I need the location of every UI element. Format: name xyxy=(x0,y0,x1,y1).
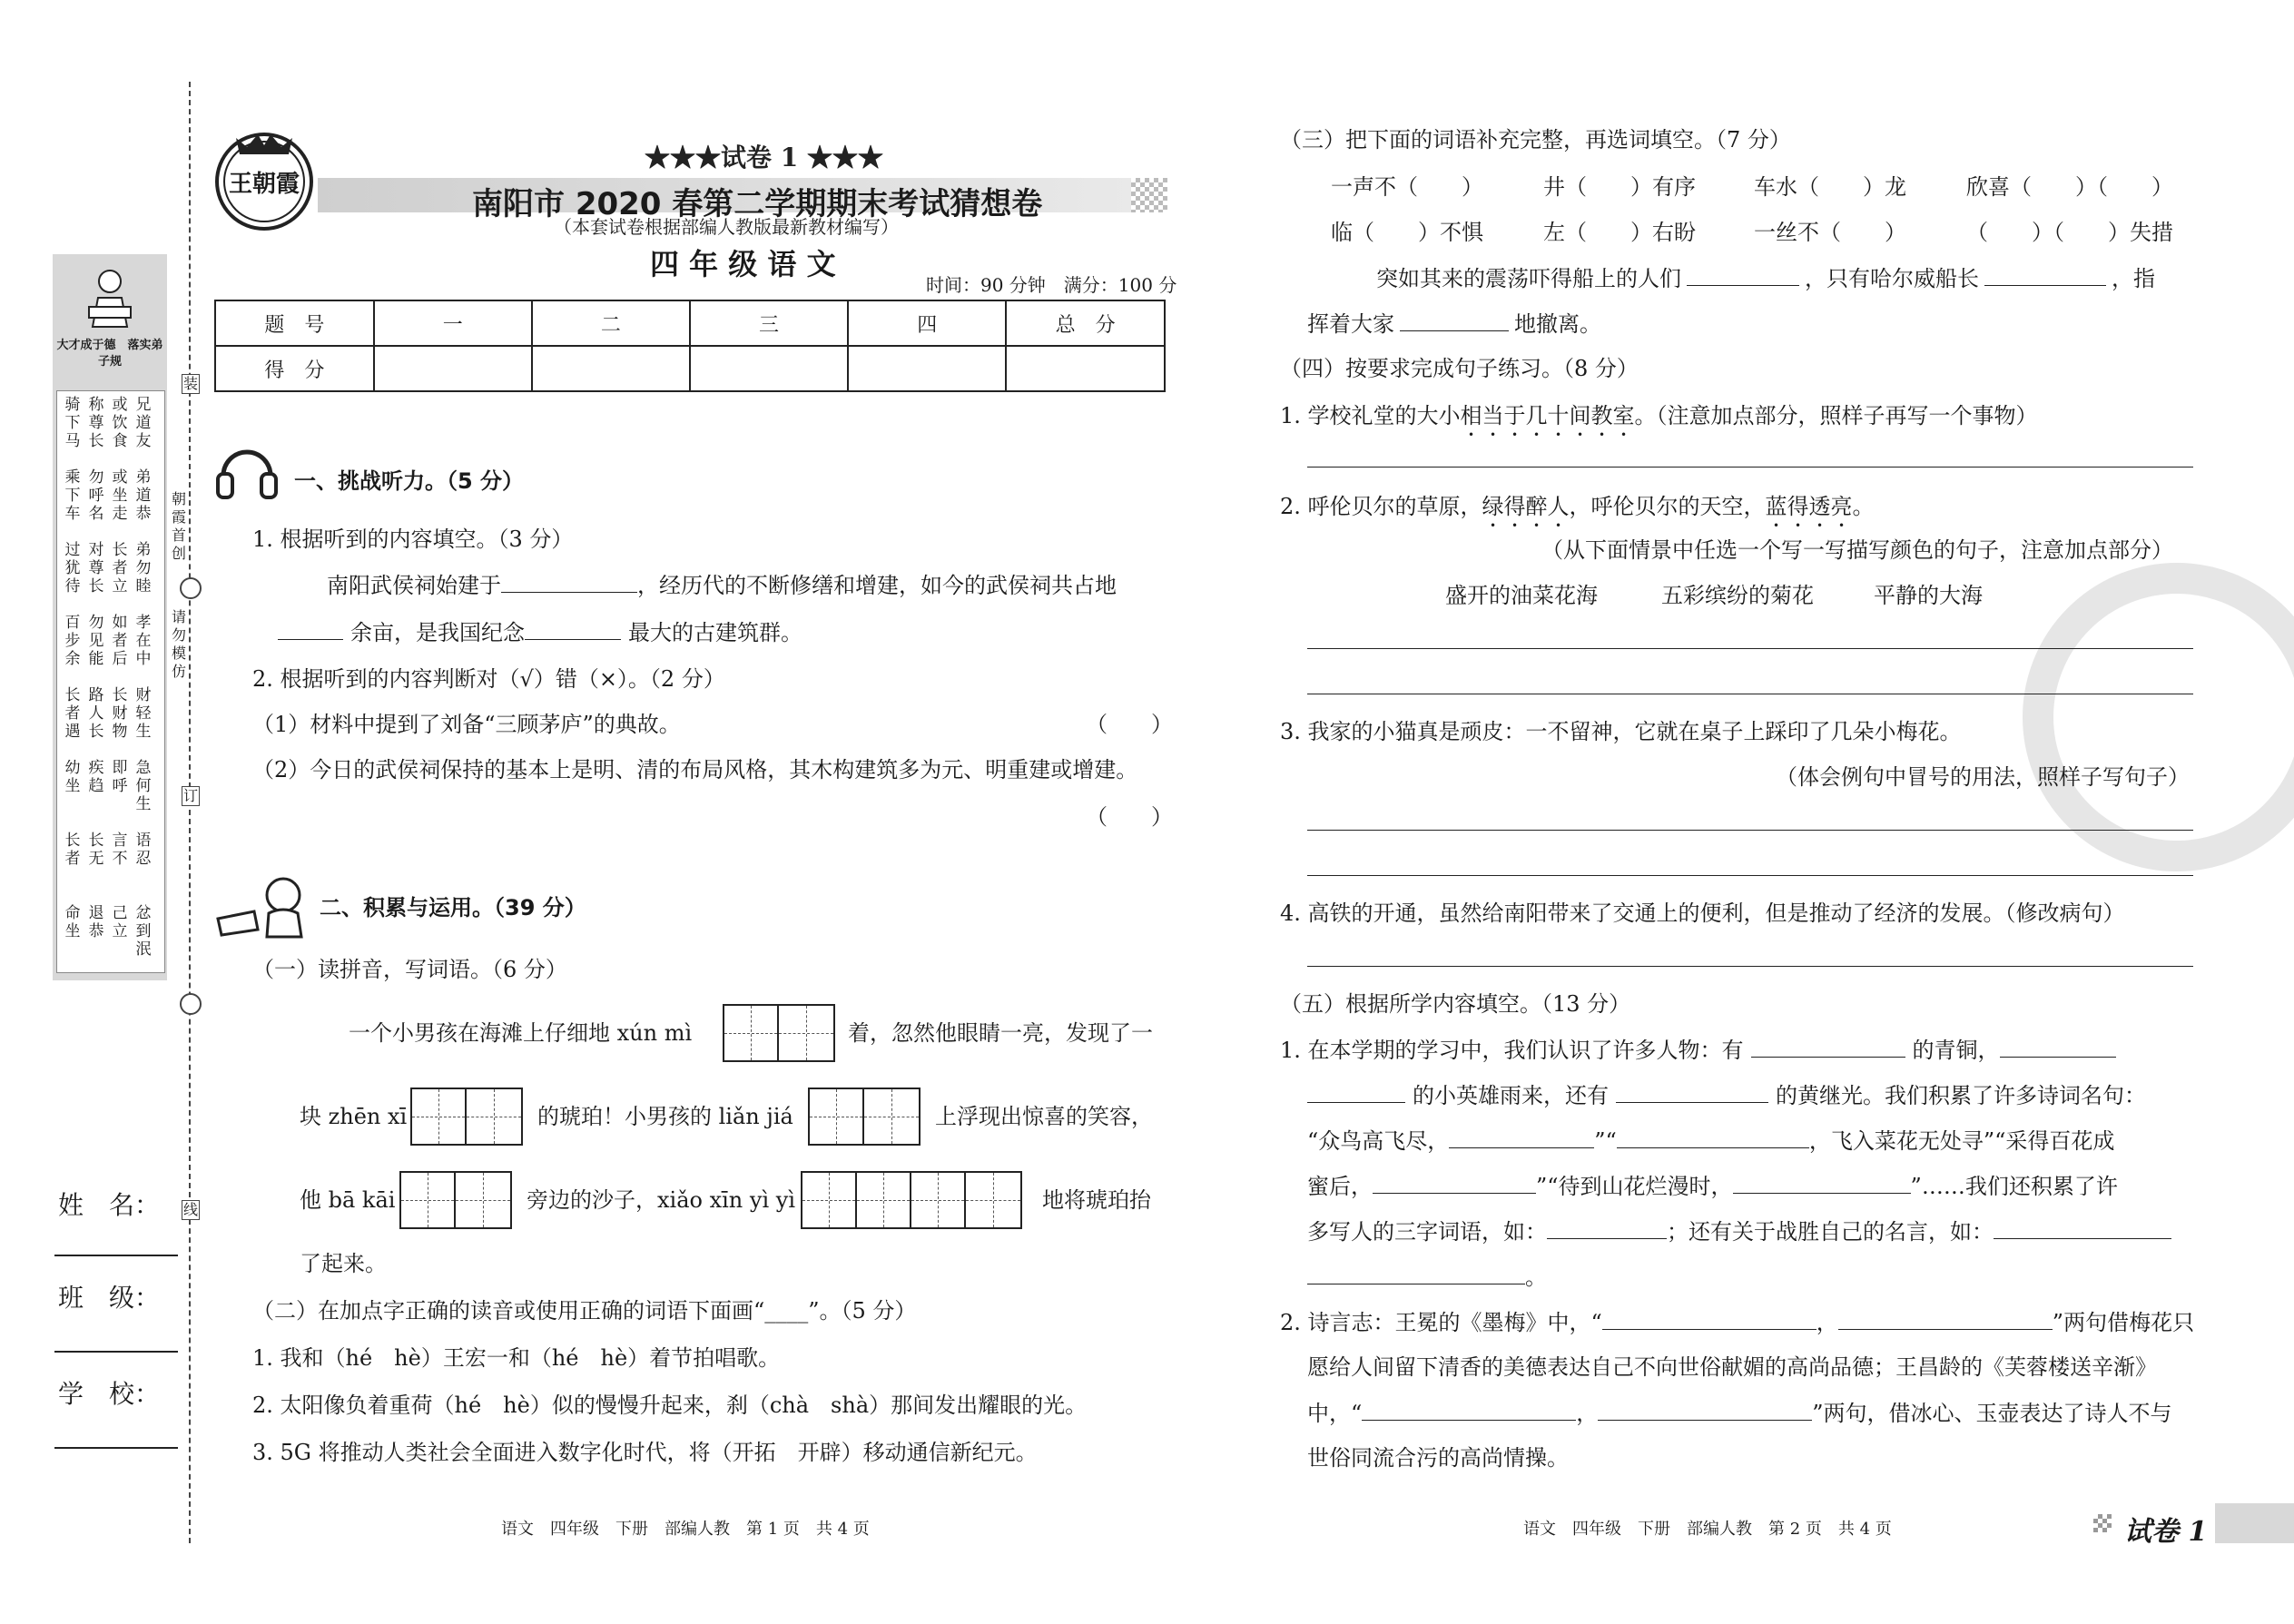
text: ，呼伦贝尔的天空， xyxy=(1569,494,1766,519)
name-field[interactable] xyxy=(54,1255,178,1256)
idiom-1: 一声不（ ） xyxy=(1331,174,1483,200)
text: ；还有关于战胜自己的名言，如： xyxy=(1667,1219,1994,1245)
score-header: 四 xyxy=(848,300,1006,346)
exam-subtitle: （本套试卷根据部编人教版最新教材编写） xyxy=(554,216,899,238)
scene-option: 平静的大海 xyxy=(1874,583,1983,608)
idiom-7: 一丝不（ ） xyxy=(1754,220,1906,245)
score-cell[interactable] xyxy=(374,346,532,391)
blank[interactable] xyxy=(1362,1402,1576,1421)
text: 的青铜， xyxy=(1912,1038,2000,1063)
copyright-note: 请勿模仿 xyxy=(171,608,186,680)
text: ，指 xyxy=(2112,266,2155,291)
box[interactable] xyxy=(802,1173,857,1227)
text: 2. 诗言志：王冕的《墨梅》中，“ xyxy=(1280,1310,1602,1335)
pinyin-line-3a: 他 bā kāi xyxy=(300,1187,396,1213)
blank[interactable] xyxy=(1449,1129,1594,1148)
idiom-4: 欣喜（ ）（ ） xyxy=(1966,174,2173,200)
motto-verse: 勿见能 xyxy=(88,614,104,668)
s4-q3-note: （体会例句中冒号的用法，照样子写句子） xyxy=(1776,764,2190,790)
s5-q1-l2 xyxy=(1307,1084,2146,1107)
s5-q2-l4: 世俗同流合污的高尚情操。 xyxy=(1307,1445,1569,1471)
writing-boxes-bakai[interactable] xyxy=(399,1171,512,1229)
motto-verse: 忿到泯 xyxy=(135,904,152,959)
text: 中，“ xyxy=(1307,1401,1363,1426)
s5-q2-l1 xyxy=(1280,1311,2194,1334)
s1-q2-2: （2）今日的武侯祠保持的基本上是明、清的布局风格，其木构建筑多为元、明重建或增建。 xyxy=(252,757,1138,782)
text: 1. 学校礼堂的大小 xyxy=(1280,403,1461,428)
box[interactable] xyxy=(456,1173,510,1227)
motto-verse: 勿呼名 xyxy=(88,468,104,523)
s1-q2: 2. 根据听到的内容判断对（√）错（×）。（2 分） xyxy=(252,666,725,692)
motto-verse: 幼坐 xyxy=(64,759,81,795)
grade-subject: 四 年 级 语 文 xyxy=(650,247,836,281)
motto-verse: 长财物 xyxy=(112,686,128,741)
s2-part2-q2: 2. 太阳像负着重荷（hé hè）似的慢慢升起来，刹（chà shà）那间发出耀眼的光。 xyxy=(252,1393,1088,1418)
score-row-label: 得 分 xyxy=(215,346,374,391)
binding-word: 线 xyxy=(182,1201,198,1218)
s2-part1: （一）读拼音，写词语。（6 分） xyxy=(252,957,567,982)
motto-verse: 骑下马 xyxy=(64,396,81,450)
text: ， xyxy=(1576,1401,1599,1426)
scene-option: 五彩缤纷的菊花 xyxy=(1661,583,1814,608)
writing-boxes-xiaoxinyiyi[interactable] xyxy=(801,1171,1022,1229)
motto-verse: 疾趋 xyxy=(88,759,104,795)
box[interactable] xyxy=(724,1006,779,1060)
blank[interactable] xyxy=(1598,1402,1812,1421)
school-label: 学 校： xyxy=(58,1379,161,1409)
blank[interactable] xyxy=(1984,267,2106,286)
blank[interactable] xyxy=(1751,1038,1905,1058)
class-label: 班 级： xyxy=(58,1283,161,1313)
dotted-text: 相当于几十间教室 xyxy=(1460,403,1635,428)
writing-boxes-xunmi[interactable] xyxy=(723,1004,835,1062)
text: ”两句，借冰心、玉壶表达了诗人不与 xyxy=(1812,1401,2172,1426)
class-field[interactable] xyxy=(54,1351,178,1353)
text: 的黄继光。我们积累了许多诗词名句： xyxy=(1776,1083,2146,1108)
s2-part2-q3: 3. 5G 将推动人类社会全面进入数字化时代，将（开拓 开辟）移动通信新纪元。 xyxy=(252,1440,1038,1465)
score-header: 二 xyxy=(532,300,690,346)
motto-verse: 弟勿睦 xyxy=(135,541,152,595)
text: 2. 呼伦贝尔的草原， xyxy=(1280,494,1482,519)
box[interactable] xyxy=(966,1173,1020,1227)
box[interactable] xyxy=(911,1173,966,1227)
pinyin-line-4: 了起来。 xyxy=(300,1251,387,1276)
answer-line[interactable] xyxy=(1307,966,2193,967)
page-1-footer: 语文 四年级 下册 部编人教 第 1 页 共 4 页 xyxy=(501,1520,870,1539)
scene-option: 盛开的油菜花海 xyxy=(1445,583,1598,608)
time-info: 时间：90 分钟 满分：100 分 xyxy=(926,274,1177,296)
dotted-text: 绿得醉人 xyxy=(1482,494,1570,519)
motto-verse: 退恭 xyxy=(88,904,104,940)
watermark-seal xyxy=(2023,563,2294,871)
blank[interactable] xyxy=(1616,1084,1768,1103)
answer-line[interactable] xyxy=(1307,830,2193,831)
box[interactable] xyxy=(810,1089,864,1144)
answer-line[interactable] xyxy=(1307,648,2193,649)
s4-q3: 3. 我家的小猫真是顽皮：一不留神，它就在桌子上踩印了几朵小梅花。 xyxy=(1280,719,1962,744)
blank[interactable] xyxy=(1373,1175,1536,1194)
s4-q2 xyxy=(1280,494,1875,532)
pinyin-line-3b: 旁边的沙子，xiǎo xīn yì yì xyxy=(527,1187,795,1213)
motto-verse: 过犹待 xyxy=(64,541,81,595)
motto-verse: 路人长 xyxy=(88,686,104,741)
writing-boxes-zhenxi[interactable] xyxy=(410,1088,523,1146)
idiom-8: （ ）（ ）失措 xyxy=(1966,220,2173,245)
corner-squares xyxy=(2093,1514,2112,1532)
motto-verse: 急何生 xyxy=(135,759,152,813)
blank[interactable] xyxy=(1400,312,1509,331)
motto-verse: 孝在中 xyxy=(135,614,152,668)
dotted-text: 蓝得透亮 xyxy=(1765,494,1853,519)
pinyin-line-1a: 一个小男孩在海滩上仔细地 xún mì xyxy=(349,1020,693,1046)
ring-icon xyxy=(180,993,202,1015)
motto-verse: 长无 xyxy=(88,832,104,868)
s5-q2-l3 xyxy=(1307,1402,2172,1424)
checker-decoration xyxy=(1131,178,1167,212)
s4-q1 xyxy=(1280,403,2038,441)
motto-verse: 乘下车 xyxy=(64,468,81,523)
s5-q1-l1 xyxy=(1280,1038,2116,1061)
text: 地撤离。 xyxy=(1514,311,1601,337)
text: 的小英雄雨来，还有 xyxy=(1413,1083,1609,1108)
text: 。 xyxy=(1852,494,1875,519)
binding-word: 订 xyxy=(182,787,198,804)
s5-q1-l4 xyxy=(1307,1175,2118,1197)
motto-verse: 即呼 xyxy=(112,759,128,795)
motto-verse: 或坐走 xyxy=(112,468,128,523)
score-cell[interactable] xyxy=(532,346,690,391)
blank[interactable] xyxy=(525,621,621,640)
exam-title: 南阳市 2020 春第二学期期末考试猜想卷 xyxy=(472,186,1043,222)
motto-verse: 言不 xyxy=(112,832,128,868)
s2-part2: （二）在加点字正确的读音或使用正确的词语下面画“____”。（5 分） xyxy=(252,1298,917,1324)
score-cell[interactable] xyxy=(848,346,1006,391)
score-header: 题 号 xyxy=(215,300,374,346)
s5-q1-l3 xyxy=(1307,1129,2114,1152)
motto-verse: 弟道恭 xyxy=(135,468,152,523)
text: 余亩，是我国纪念 xyxy=(350,620,525,645)
motto-verse: 称尊长 xyxy=(88,396,104,450)
text: 1. 在本学期的学习中，我们认识了许多人物：有 xyxy=(1280,1038,1744,1063)
page-2-footer: 语文 四年级 下册 部编人教 第 2 页 共 4 页 xyxy=(1523,1520,1892,1539)
motto-verse: 命坐 xyxy=(64,904,81,940)
text: ，只有哈尔威船长 xyxy=(1805,266,1979,291)
school-field[interactable] xyxy=(54,1447,178,1449)
motto-verse: 长者立 xyxy=(112,541,128,595)
box[interactable] xyxy=(401,1173,456,1227)
s4-q2-note: （从下面情景中任选一个写一写描写颜色的句子，注意加点部分） xyxy=(1541,537,2173,563)
text: “众鸟高飞尽， xyxy=(1307,1128,1450,1154)
corner-label: 试卷 1 xyxy=(2124,1516,2208,1548)
section-2-title: 二、积累与运用。（39 分） xyxy=(320,895,586,920)
box[interactable] xyxy=(412,1089,467,1144)
motto-verse: 财轻生 xyxy=(135,686,152,741)
blank[interactable] xyxy=(501,574,637,593)
copyright-note: 朝霞首创 xyxy=(171,490,186,562)
sidebar-motto: 大才成于德 落实弟子规 xyxy=(56,339,163,369)
blank[interactable] xyxy=(1307,1265,1525,1284)
text: 最大的古建筑群。 xyxy=(628,620,802,645)
text: 突如其来的震荡吓得船上的人们 xyxy=(1376,266,1681,291)
blank[interactable] xyxy=(1687,267,1799,286)
motto-verse: 如者后 xyxy=(112,614,128,668)
answer-paren[interactable]: （ ） xyxy=(1086,804,1173,830)
text: ”两句借梅花只 xyxy=(2052,1310,2195,1335)
binding-line xyxy=(189,82,191,1543)
brand-name: 王朝霞 xyxy=(228,171,300,198)
score-header: 总 分 xyxy=(1006,300,1165,346)
s4-title: （四）按要求完成句子练习。（8 分） xyxy=(1280,356,1639,381)
s1-q1-line2 xyxy=(278,621,802,644)
blank[interactable] xyxy=(1307,1084,1405,1103)
box[interactable] xyxy=(467,1089,521,1144)
section-1-title: 一、挑战听力。（5 分） xyxy=(294,468,525,494)
brand-logo xyxy=(211,125,318,232)
motto-verse: 对尊长 xyxy=(88,541,104,595)
ring-icon xyxy=(180,577,202,599)
s3-fill-1 xyxy=(1376,267,2155,290)
s5-title: （五）根据所学内容填空。（13 分） xyxy=(1280,991,1631,1017)
idiom-2: 井（ ）有序 xyxy=(1543,174,1696,200)
box[interactable] xyxy=(857,1173,911,1227)
motto-verse: 长者遇 xyxy=(64,686,81,741)
blank[interactable] xyxy=(1547,1220,1667,1239)
score-header: 三 xyxy=(690,300,848,346)
blank[interactable] xyxy=(278,621,343,640)
s1-q1-line1 xyxy=(327,574,1117,596)
text: 南阳武侯祠始建于 xyxy=(327,573,501,598)
motto-verse: 长者 xyxy=(64,832,81,868)
s1-q2-1: （1）材料中提到了刘备“三顾茅庐”的典故。 xyxy=(252,712,681,737)
answer-paren[interactable]: （ ） xyxy=(1086,712,1173,737)
text: ， xyxy=(1816,1310,1838,1335)
score-cell[interactable] xyxy=(690,346,848,391)
s1-q1: 1. 根据听到的内容填空。（3 分） xyxy=(252,527,574,552)
motto-verse: 或饮食 xyxy=(112,396,128,450)
box[interactable] xyxy=(864,1089,919,1144)
binding-word: 装 xyxy=(182,375,198,392)
blank[interactable] xyxy=(1602,1311,1816,1330)
writing-boxes-lianjia[interactable] xyxy=(808,1088,921,1146)
corner-band xyxy=(2215,1503,2294,1543)
text: 蜜后， xyxy=(1307,1174,1373,1199)
headphones-icon xyxy=(214,438,280,503)
score-table xyxy=(214,300,1166,392)
blank[interactable] xyxy=(1838,1311,2053,1330)
s3-fill-2 xyxy=(1307,312,1601,335)
blank[interactable] xyxy=(1617,1129,1809,1148)
name-label: 姓 名： xyxy=(58,1190,161,1220)
s5-q1-l6 xyxy=(1307,1265,1547,1288)
text: ”“待到山花烂漫时， xyxy=(1536,1174,1733,1199)
pinyin-line-3c: 地将琥珀抬 xyxy=(1042,1187,1151,1213)
paper-tag: ★★★试卷 1 ★★★ xyxy=(645,143,883,172)
score-header: 一 xyxy=(374,300,532,346)
answer-line[interactable] xyxy=(1307,875,2193,876)
blank[interactable] xyxy=(1733,1175,1911,1194)
motto-verse: 百步余 xyxy=(64,614,81,668)
s2-part2-q1: 1. 我和（hé hè）王宏一和（hé hè）着节拍唱歌。 xyxy=(252,1345,781,1371)
score-cell[interactable] xyxy=(1006,346,1165,391)
text: ”……我们还积累了许 xyxy=(1910,1174,2118,1199)
pinyin-line-2a: 块 zhēn xī xyxy=(300,1104,408,1129)
text: 。（注意加点部分，照样子再写一个事物） xyxy=(1634,403,2038,428)
reading-kid-icon xyxy=(214,873,314,939)
motto-verse: 兄道友 xyxy=(135,396,152,450)
blank[interactable] xyxy=(2000,1038,2116,1058)
student-illustration xyxy=(84,267,136,330)
text: ，经历代的不断修缮和增建，如今的武侯祠共占地 xyxy=(637,573,1117,598)
s4-q4: 4. 高铁的开通，虽然给南阳带来了交通上的便利，但是推动了经济的发展。（修改病句） xyxy=(1280,901,2125,926)
pinyin-line-2c: 上浮现出惊喜的笑容， xyxy=(935,1104,1153,1129)
motto-verse: 语忍 xyxy=(135,832,152,868)
text: ”“ xyxy=(1594,1128,1617,1154)
text: 。 xyxy=(1525,1265,1547,1290)
pinyin-line-2b: 的琥珀！小男孩的 liǎn jiá xyxy=(537,1104,793,1129)
s5-q1-l5 xyxy=(1307,1220,2171,1243)
idiom-3: 车水（ ）龙 xyxy=(1754,174,1906,200)
s3-title: （三）把下面的词语补充完整，再选词填空。（7 分） xyxy=(1280,127,1791,153)
pinyin-line-1b: 着，忽然他眼睛一亮，发现了一 xyxy=(848,1020,1153,1046)
text: 挥着大家 xyxy=(1307,311,1394,337)
motto-verse: 己立 xyxy=(112,904,128,940)
text: ，飞入菜花无处寻”“采得百花成 xyxy=(1808,1128,2115,1154)
answer-line[interactable] xyxy=(1307,467,2193,468)
s5-q2-l2: 愿给人间留下清香的美德表达自己不向世俗献媚的高尚品德；王昌龄的《芙蓉楼送辛渐》 xyxy=(1307,1354,2157,1380)
text: 多写人的三字词语，如： xyxy=(1307,1219,1547,1245)
idiom-6: 左（ ）右盼 xyxy=(1543,220,1696,245)
idiom-5: 临（ ）不惧 xyxy=(1331,220,1483,245)
blank[interactable] xyxy=(1994,1220,2171,1239)
box[interactable] xyxy=(779,1006,833,1060)
